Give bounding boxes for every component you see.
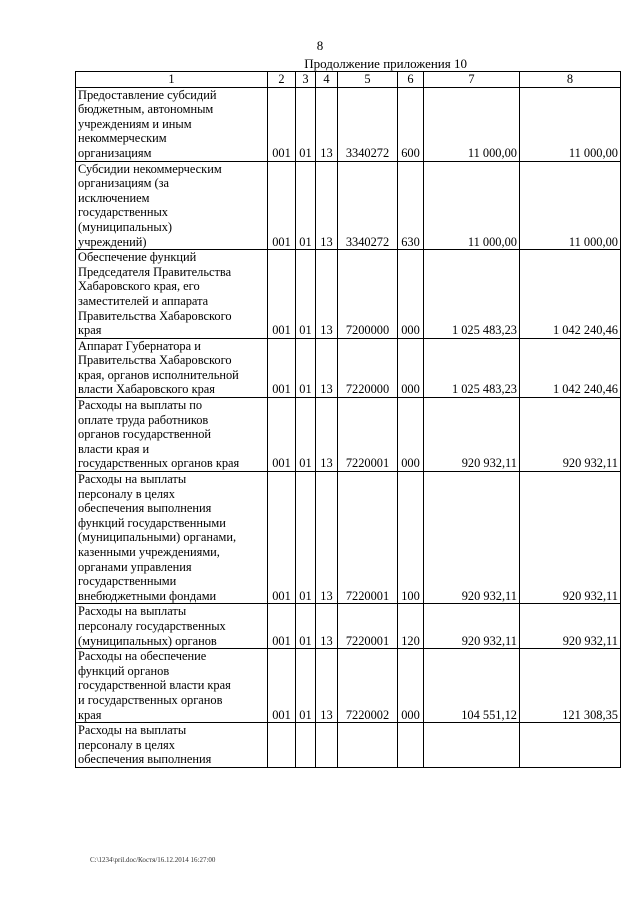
description-line: учреждениям и иным: [78, 116, 192, 131]
amount-year-1: 11 000,00: [424, 161, 520, 250]
description-line: государственных органов края: [78, 456, 240, 471]
amount-year-2: 1 042 240,46: [520, 250, 621, 339]
description-line: (муниципальных) органов: [78, 633, 217, 648]
table-row: [76, 649, 621, 723]
header-row: [76, 72, 621, 88]
description-line: органами управления: [78, 559, 192, 574]
description-line: Предоставление субсидий: [78, 87, 217, 102]
description-line: края: [78, 323, 102, 338]
section-code: 01: [296, 338, 316, 397]
description-line: государственными: [78, 574, 177, 589]
table-row: [76, 338, 621, 397]
amount-year-1: 920 932,11: [424, 604, 520, 649]
target-article-code: 7220001: [338, 398, 398, 472]
description-line: оплате труда работников: [78, 412, 209, 427]
ministry-code: 001: [268, 649, 296, 723]
ministry-code: 001: [268, 398, 296, 472]
budget-table: [75, 71, 621, 768]
target-article-code: 3340272: [338, 87, 398, 161]
expense-type-code: 000: [398, 398, 424, 472]
description-line: бюджетным, автономным: [78, 102, 214, 117]
description-line: Расходы на выплаты: [78, 723, 187, 738]
row-description: [76, 649, 268, 723]
description-line: Правительства Хабаровского: [78, 308, 232, 323]
subsection-code: 13: [316, 604, 338, 649]
description-line: некоммерческим: [78, 131, 167, 146]
description-line: органов государственной: [78, 427, 212, 442]
section-code: 01: [296, 649, 316, 723]
subsection-code: 13: [316, 398, 338, 472]
row-description: [76, 398, 268, 472]
description-line: функций органов: [78, 663, 170, 678]
row-description: [76, 250, 268, 339]
table-row: [76, 398, 621, 472]
expense-type-code: 000: [398, 338, 424, 397]
table-row: [76, 472, 621, 604]
subsection-code: 13: [316, 87, 338, 161]
description-line: персоналу в целях: [78, 486, 175, 501]
target-article-code: 7200000: [338, 250, 398, 339]
target-article-code: 7220002: [338, 649, 398, 723]
section-code: [296, 723, 316, 768]
amount-year-1: 920 932,11: [424, 398, 520, 472]
description-line: государственной власти края: [78, 678, 231, 693]
header-cell-col-4: 4: [316, 72, 338, 88]
row-description: [76, 723, 268, 768]
section-code: 01: [296, 87, 316, 161]
target-article-code: 7220001: [338, 604, 398, 649]
description-line: персоналу в целях: [78, 737, 175, 752]
description-line: персоналу государственных: [78, 618, 226, 633]
description-line: Правительства Хабаровского: [78, 353, 232, 368]
description-line: власти Хабаровского края: [78, 382, 215, 397]
table-row: [76, 161, 621, 250]
description-line: Расходы на обеспечение: [78, 649, 207, 664]
amount-year-2: 920 932,11: [520, 604, 621, 649]
expense-type-code: [398, 723, 424, 768]
ministry-code: 001: [268, 161, 296, 250]
subsection-code: 13: [316, 338, 338, 397]
target-article-code: 7220000: [338, 338, 398, 397]
ministry-code: 001: [268, 87, 296, 161]
amount-year-2: 11 000,00: [520, 87, 621, 161]
row-description: [76, 161, 268, 250]
ministry-code: 001: [268, 250, 296, 339]
table-row: [76, 250, 621, 339]
description-line: Председателя Правительства: [78, 264, 232, 279]
amount-year-2: [520, 723, 621, 768]
description-line: Расходы на выплаты по: [78, 398, 203, 413]
amount-year-1: [424, 723, 520, 768]
ministry-code: [268, 723, 296, 768]
subsection-code: 13: [316, 649, 338, 723]
expense-type-code: 000: [398, 250, 424, 339]
subsection-code: [316, 723, 338, 768]
table-row: [76, 723, 621, 768]
description-line: Хабаровского края, его: [78, 279, 200, 294]
description-line: и государственных органов: [78, 692, 223, 707]
amount-year-1: 104 551,12: [424, 649, 520, 723]
section-code: 01: [296, 604, 316, 649]
description-line: обеспечения выполнения: [78, 752, 212, 767]
expense-type-code: 120: [398, 604, 424, 649]
description-line: учреждений): [78, 234, 147, 249]
expense-type-code: 600: [398, 87, 424, 161]
expense-type-code: 000: [398, 649, 424, 723]
description-line: функций государственными: [78, 515, 226, 530]
subsection-code: 13: [316, 472, 338, 604]
amount-year-1: 11 000,00: [424, 87, 520, 161]
description-line: (муниципальными) органами,: [78, 530, 237, 545]
table-row: [76, 604, 621, 649]
description-line: власти края и: [78, 441, 150, 456]
subsection-code: 13: [316, 250, 338, 339]
ministry-code: 001: [268, 472, 296, 604]
description-line: Обеспечение функций: [78, 250, 197, 265]
amount-year-2: 11 000,00: [520, 161, 621, 250]
description-line: обеспечения выполнения: [78, 501, 212, 516]
expense-type-code: 630: [398, 161, 424, 250]
amount-year-2: 1 042 240,46: [520, 338, 621, 397]
amount-year-1: 920 932,11: [424, 472, 520, 604]
section-code: 01: [296, 161, 316, 250]
file-path-footer: C:\1234\pril.doc/Костя/16.12.2014 16:27:00: [90, 856, 216, 864]
description-line: организациям (за: [78, 176, 170, 191]
table-row: [76, 87, 621, 161]
header-cell-col-1: 1: [76, 72, 268, 88]
description-line: (муниципальных): [78, 219, 173, 234]
amount-year-1: 1 025 483,23: [424, 250, 520, 339]
row-description: [76, 472, 268, 604]
target-article-code: 7220001: [338, 472, 398, 604]
description-line: внебюджетными фондами: [78, 588, 217, 603]
amount-year-2: 920 932,11: [520, 398, 621, 472]
row-description: [76, 604, 268, 649]
description-line: организациям: [78, 145, 152, 160]
header-cell-col-6: 6: [398, 72, 424, 88]
amount-year-2: 920 932,11: [520, 472, 621, 604]
expense-type-code: 100: [398, 472, 424, 604]
page-number: 8: [316, 38, 324, 53]
appendix-caption: Продолжение приложения 10: [304, 56, 467, 71]
amount-year-2: 121 308,35: [520, 649, 621, 723]
description-line: государственных: [78, 205, 169, 220]
description-line: края, органов исполнительной: [78, 367, 239, 382]
description-line: Расходы на выплаты: [78, 472, 187, 487]
description-line: Аппарат Губернатора и: [78, 338, 201, 353]
target-article-code: [338, 723, 398, 768]
section-code: 01: [296, 398, 316, 472]
header-cell-col-5: 5: [338, 72, 398, 88]
row-description: [76, 87, 268, 161]
description-line: исключением: [78, 190, 150, 205]
ministry-code: 001: [268, 604, 296, 649]
description-line: края: [78, 707, 102, 722]
description-line: Субсидии некоммерческим: [78, 161, 222, 176]
header-cell-col-2: 2: [268, 72, 296, 88]
header-cell-col-8: 8: [520, 72, 621, 88]
header-cell-col-7: 7: [424, 72, 520, 88]
description-line: Расходы на выплаты: [78, 604, 187, 619]
description-line: заместителей и аппарата: [78, 293, 209, 308]
header-cell-col-3: 3: [296, 72, 316, 88]
section-code: 01: [296, 472, 316, 604]
ministry-code: 001: [268, 338, 296, 397]
section-code: 01: [296, 250, 316, 339]
subsection-code: 13: [316, 161, 338, 250]
table-body: [76, 72, 621, 768]
description-line: казенными учреждениями,: [78, 545, 220, 559]
target-article-code: 3340272: [338, 161, 398, 250]
amount-year-1: 1 025 483,23: [424, 338, 520, 397]
row-description: [76, 338, 268, 397]
